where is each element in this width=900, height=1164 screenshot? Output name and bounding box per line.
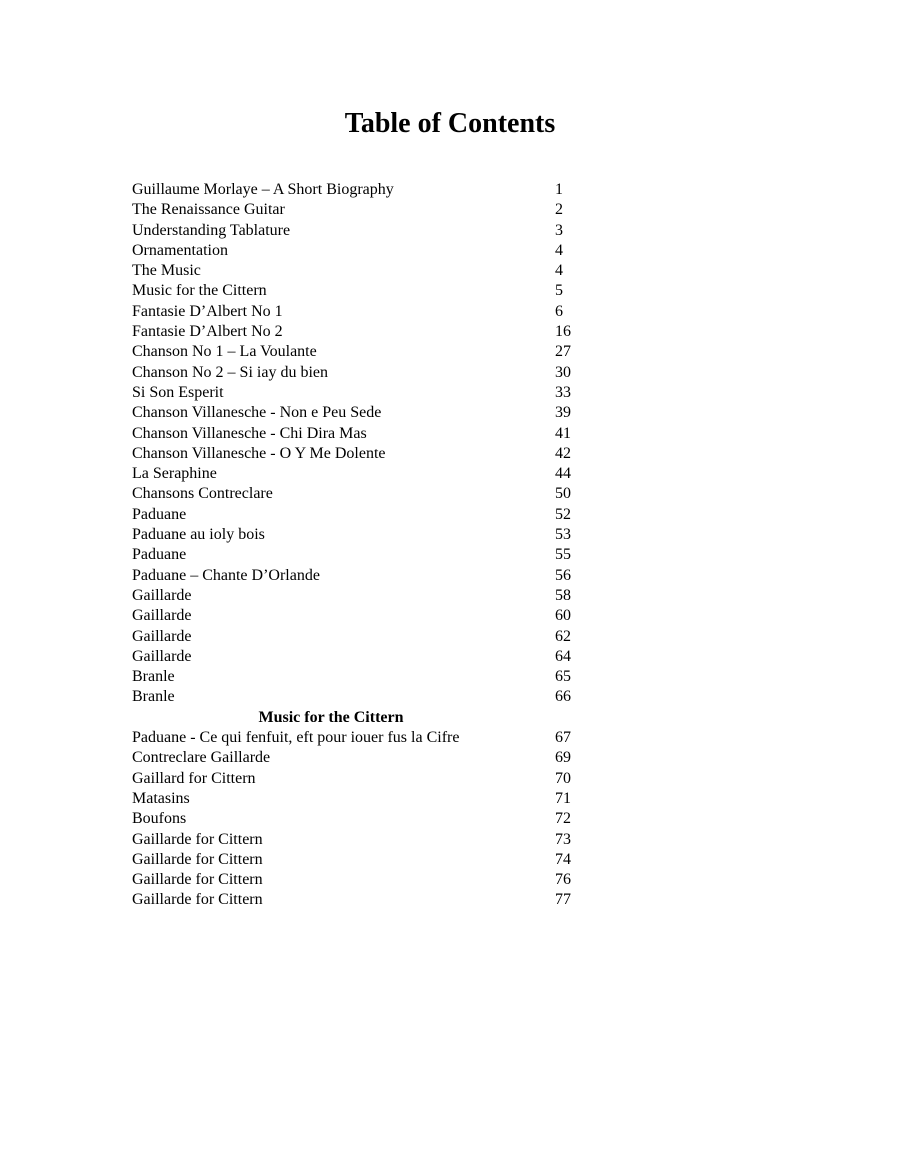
toc-entry-page-number: 53 <box>555 526 571 544</box>
toc-entry-title: Gaillarde for Cittern <box>132 850 263 868</box>
toc-entry <box>132 322 592 342</box>
toc-entry-page-number: 73 <box>555 830 571 848</box>
toc-entry-page-number: 6 <box>555 302 563 320</box>
toc-entry-page-number: 4 <box>555 262 563 280</box>
section-heading-cittern: Music for the Cittern <box>258 708 404 726</box>
toc-entry-title: Paduane – Chante D’Orlande <box>132 566 320 584</box>
toc-entry-page-number: 30 <box>555 363 571 381</box>
toc-entry-title: Chanson Villanesche - Chi Dira Mas <box>132 424 367 442</box>
toc-entry-page-number: 55 <box>555 546 571 564</box>
toc-entry <box>132 261 592 281</box>
toc-cittern-entries <box>132 728 592 911</box>
toc-entry-title: Ornamentation <box>132 241 228 259</box>
toc-entry-title: Gaillarde <box>132 607 192 625</box>
toc-entry-page-number: 16 <box>555 323 571 341</box>
toc-entry <box>132 342 592 362</box>
toc-entry-page-number: 60 <box>555 607 571 625</box>
toc-entry-title: Gaillarde for Cittern <box>132 891 263 909</box>
toc-entry-page-number: 42 <box>555 444 571 462</box>
toc-entry <box>132 789 592 809</box>
toc-entry-page-number: 3 <box>555 221 563 239</box>
toc-entry <box>132 505 592 525</box>
toc-entry-title: Matasins <box>132 789 190 807</box>
toc-entry-title: Music for the Cittern <box>132 282 267 300</box>
toc-entry-page-number: 69 <box>555 749 571 767</box>
toc-entry <box>132 728 592 748</box>
toc-entry <box>132 200 592 220</box>
toc-entry-title: Branle <box>132 668 175 686</box>
toc-entry-page-number: 74 <box>555 850 571 868</box>
toc-entry-page-number: 44 <box>555 465 571 483</box>
toc-entry-page-number: 1 <box>555 181 563 198</box>
toc-entry-title: La Seraphine <box>132 465 217 483</box>
toc-entry-title: Si Son Esperit <box>132 383 224 401</box>
toc-entry <box>132 383 592 403</box>
toc-entry <box>132 484 592 504</box>
toc-entry-page-number: 66 <box>555 688 571 706</box>
toc-entry-title: Paduane - Ce qui fenfuit, eft pour iouer fus la Cifre <box>132 729 460 747</box>
toc-entry <box>132 566 592 586</box>
toc-entry-title: The Renaissance Guitar <box>132 201 285 219</box>
toc-entry <box>132 870 592 890</box>
toc-entry-page-number: 52 <box>555 505 571 523</box>
toc-entry-page-number: 56 <box>555 566 571 584</box>
toc-entry-title: Contreclare Gaillarde <box>132 749 271 767</box>
toc-entry <box>132 180 592 200</box>
toc-entry <box>132 444 592 464</box>
toc-entry <box>132 302 592 322</box>
toc-entry-page-number: 39 <box>555 404 571 422</box>
toc-entry <box>132 667 592 687</box>
toc-entry <box>132 769 592 789</box>
toc-entry-title: Chanson No 2 – Si iay du bien <box>132 363 328 381</box>
toc-entry-title: Gaillarde <box>132 647 192 665</box>
toc-entry <box>132 809 592 829</box>
toc-entry <box>132 363 592 383</box>
toc-entry-title: Gaillarde for Cittern <box>132 830 263 848</box>
toc-entry-title: Paduane <box>132 546 187 564</box>
toc-entry <box>132 525 592 545</box>
toc-entry <box>132 890 592 910</box>
toc-entry <box>132 545 592 565</box>
toc-entry-page-number: 64 <box>555 647 571 665</box>
toc-entry <box>132 627 592 647</box>
toc-entry-title: Gaillarde <box>132 586 192 604</box>
toc-entry-page-number: 41 <box>555 424 571 442</box>
toc-entry <box>132 586 592 606</box>
toc-entry <box>132 830 592 850</box>
toc-entry-page-number: 71 <box>555 789 571 807</box>
toc-entry-page-number: 67 <box>555 729 571 747</box>
toc-entry-title: Gaillarde <box>132 627 192 645</box>
toc-entry <box>132 850 592 870</box>
toc-entry-title: Branle <box>132 688 175 706</box>
toc-entry <box>132 464 592 484</box>
toc-main-entries <box>132 180 592 708</box>
toc-entry-page-number: 77 <box>555 891 571 909</box>
toc-entry <box>132 687 592 707</box>
toc-entry-page-number: 62 <box>555 627 571 645</box>
toc-entry <box>132 221 592 241</box>
toc-entry-page-number: 33 <box>555 383 571 401</box>
toc-entry <box>132 606 592 626</box>
toc-entry-title: Gaillarde for Cittern <box>132 871 263 889</box>
toc-entry-title: Chanson Villanesche - Non e Peu Sede <box>132 404 382 422</box>
toc-entry <box>132 403 592 423</box>
toc-entry-page-number: 27 <box>555 343 571 361</box>
toc-entry-page-number: 76 <box>555 871 571 889</box>
page-title: Table of Contents <box>344 108 556 139</box>
toc-entry-title: Chanson No 1 – La Voulante <box>132 343 317 361</box>
toc-entry-page-number: 5 <box>555 282 563 300</box>
toc-entry-page-number: 2 <box>555 201 563 219</box>
toc-entry-title: Understanding Tablature <box>132 221 291 239</box>
toc-entry-page-number: 72 <box>555 810 571 828</box>
toc-entry-title: Gaillard for Cittern <box>132 769 256 787</box>
toc-entry-title: Chansons Contreclare <box>132 485 273 503</box>
toc-entry-title: The Music <box>132 262 201 280</box>
toc-entry-title: Fantasie D’Albert No 1 <box>132 302 283 320</box>
toc-entry <box>132 748 592 768</box>
toc-entry-page-number: 65 <box>555 668 571 686</box>
toc-entry-title: Chanson Villanesche - O Y Me Dolente <box>132 444 386 462</box>
toc-entry-page-number: 50 <box>555 485 571 503</box>
toc-entry-page-number: 4 <box>555 241 563 259</box>
toc-entry <box>132 281 592 301</box>
toc-entry-title: Guillaume Morlaye – A Short Biography <box>132 181 394 198</box>
toc-entry-title: Boufons <box>132 810 187 828</box>
toc-entry <box>132 424 592 444</box>
toc-entry-title: Paduane <box>132 505 187 523</box>
toc-list <box>132 180 592 911</box>
toc-entry-page-number: 58 <box>555 586 571 604</box>
toc-entry-title: Fantasie D’Albert No 2 <box>132 323 283 341</box>
toc-entry-page-number: 70 <box>555 769 571 787</box>
toc-entry <box>132 241 592 261</box>
toc-entry-title: Paduane au ioly bois <box>132 526 265 544</box>
toc-entry <box>132 647 592 667</box>
